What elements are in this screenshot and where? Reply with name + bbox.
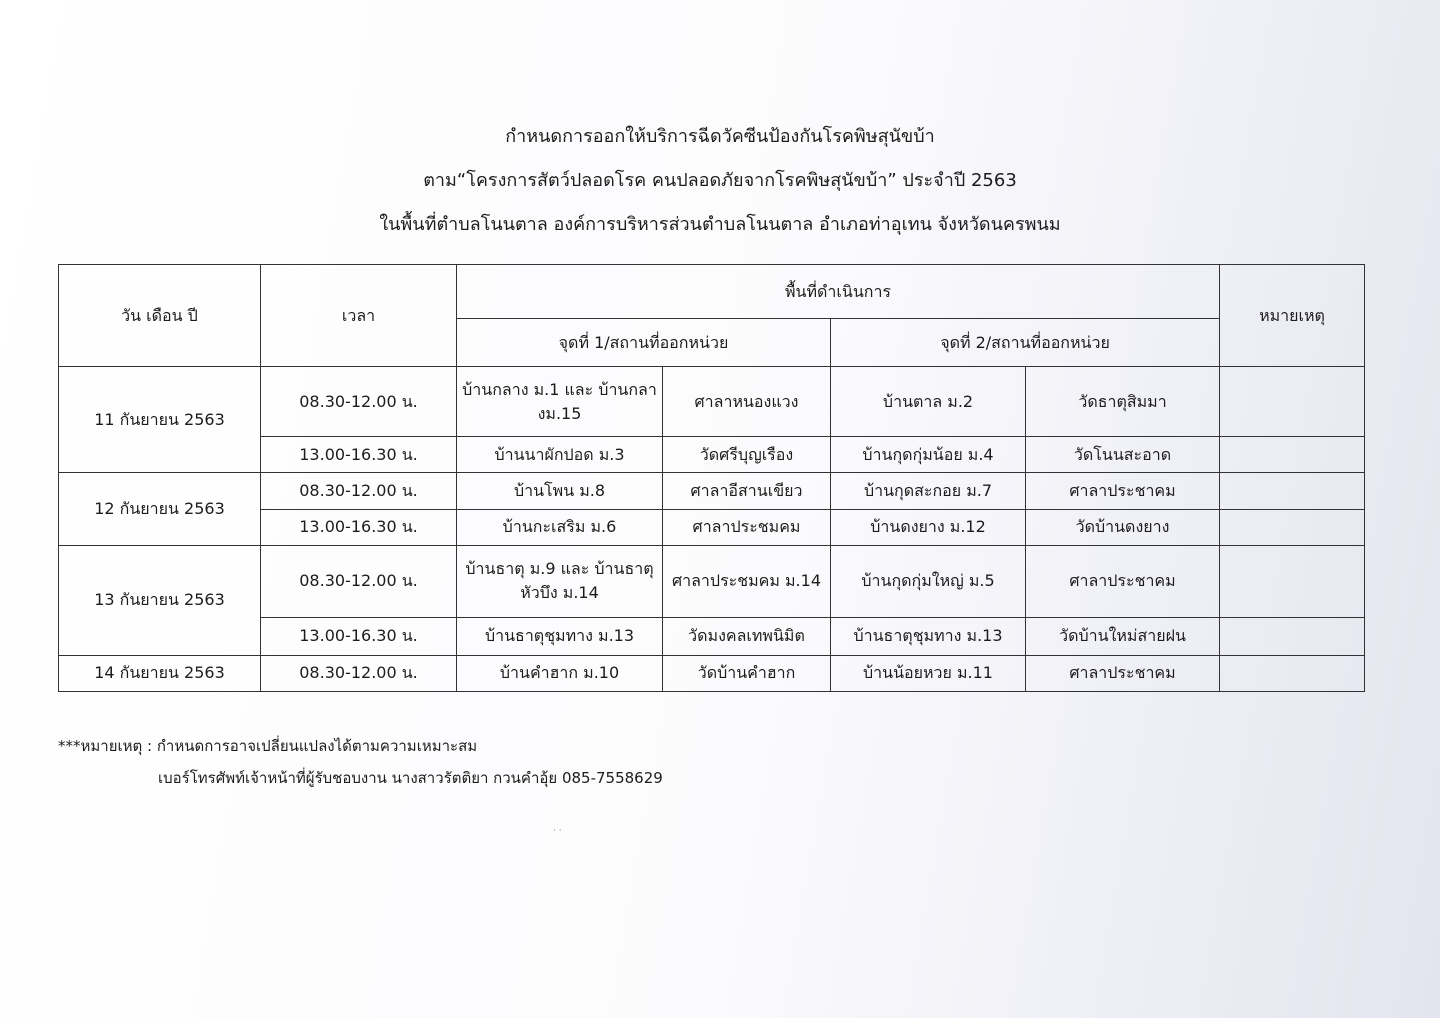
village2-cell: บ้านกุดสะกอย ม.7: [831, 473, 1026, 509]
village2-cell: บ้านธาตุชุมทาง ม.13: [831, 617, 1026, 655]
header-point2: จุดที่ 2/สถานที่ออกหน่วย: [831, 319, 1220, 367]
time-cell: 08.30-12.00 น.: [261, 367, 457, 437]
date-cell: 11 กันยายน 2563: [59, 367, 261, 473]
schedule-table: [58, 264, 1365, 692]
table-row: [59, 545, 1365, 617]
village1-cell: บ้านกะเสริม ม.6: [457, 509, 663, 545]
village2-cell: บ้านตาล ม.2: [831, 367, 1026, 437]
place1-cell: ศาลาประชมคม: [663, 509, 831, 545]
table-row: [59, 473, 1365, 509]
header-remark: หมายเหตุ: [1220, 265, 1365, 367]
remark-cell: [1220, 473, 1365, 509]
time-cell: 13.00-16.30 น.: [261, 509, 457, 545]
document-title: [0, 126, 1440, 258]
title-line-2: ตาม“โครงการสัตว์ปลอดโรค คนปลอดภัยจากโรคพิษสุนัขบ้า” ประจำปี 2563: [423, 170, 1017, 191]
village1-cell: บ้านกลาง ม.1 และ บ้านกลางม.15: [457, 367, 663, 437]
time-cell: 13.00-16.30 น.: [261, 437, 457, 473]
header-time: เวลา: [261, 265, 457, 367]
title-line-3: ในพื้นที่ตำบลโนนตาล องค์การบริหารส่วนตำบลโนนตาล อำเภอท่าอุเทน จังหวัดนครพนม: [379, 214, 1061, 235]
place1-cell: วัดบ้านคำฮาก: [663, 655, 831, 691]
date-cell: 13 กันยายน 2563: [59, 545, 261, 655]
village1-cell: บ้านธาตุ ม.9 และ บ้านธาตุหัวบึง ม.14: [457, 545, 663, 617]
table-row: [59, 655, 1365, 691]
village2-cell: บ้านดงยาง ม.12: [831, 509, 1026, 545]
place2-cell: วัดบ้านใหม่สายฝน: [1026, 617, 1220, 655]
remark-cell: [1220, 367, 1365, 437]
place1-cell: วัดมงคลเทพนิมิต: [663, 617, 831, 655]
village1-cell: บ้านคำฮาก ม.10: [457, 655, 663, 691]
village1-cell: บ้านนาผักปอด ม.3: [457, 437, 663, 473]
time-cell: 08.30-12.00 น.: [261, 655, 457, 691]
header-point1: จุดที่ 1/สถานที่ออกหน่วย: [457, 319, 831, 367]
table-row: [59, 367, 1365, 437]
time-cell: 13.00-16.30 น.: [261, 617, 457, 655]
place2-cell: ศาลาประชาคม: [1026, 545, 1220, 617]
header-row: [59, 265, 1365, 319]
time-cell: 08.30-12.00 น.: [261, 473, 457, 509]
place1-cell: วัดศรีบุญเรือง: [663, 437, 831, 473]
header-date: วัน เดือน ปี: [59, 265, 261, 367]
date-cell: 12 กันยายน 2563: [59, 473, 261, 545]
place2-cell: วัดบ้านดงยาง: [1026, 509, 1220, 545]
place1-cell: ศาลาหนองแวง: [663, 367, 831, 437]
place2-cell: วัดโนนสะอาด: [1026, 437, 1220, 473]
village2-cell: บ้านน้อยหวย ม.11: [831, 655, 1026, 691]
remark-note: ***หมายเหตุ : กำหนดการอาจเปลี่ยนแปลงได้ตามความเหมาะสม: [58, 737, 478, 755]
place1-cell: ศาลาอีสานเขียว: [663, 473, 831, 509]
remark-cell: [1220, 655, 1365, 691]
remark-cell: [1220, 437, 1365, 473]
place1-cell: ศาลาประชมคม ม.14: [663, 545, 831, 617]
header-area: พื้นที่ดำเนินการ: [457, 265, 1220, 319]
title-line-1: กำหนดการออกให้บริการฉีดวัคซีนป้องกันโรคพิษสุนัขบ้า: [505, 126, 935, 147]
village1-cell: บ้านธาตุชุมทาง ม.13: [457, 617, 663, 655]
village2-cell: บ้านกุดกุ่มน้อย ม.4: [831, 437, 1026, 473]
remark-cell: [1220, 545, 1365, 617]
place2-cell: ศาลาประชาคม: [1026, 655, 1220, 691]
place2-cell: วัดธาตุสิมมา: [1026, 367, 1220, 437]
date-cell: 14 กันยายน 2563: [59, 655, 261, 691]
place2-cell: ศาลาประชาคม: [1026, 473, 1220, 509]
time-cell: 08.30-12.00 น.: [261, 545, 457, 617]
village2-cell: บ้านกุดกุ่มใหญ่ ม.5: [831, 545, 1026, 617]
remark-cell: [1220, 617, 1365, 655]
scan-speck: · ·: [553, 826, 562, 836]
remark-cell: [1220, 509, 1365, 545]
village1-cell: บ้านโพน ม.8: [457, 473, 663, 509]
contact-note: เบอร์โทรศัพท์เจ้าหน้าที่ผู้รับชอบงาน นางสาวรัตติยา กวนคำอุ้ย 085-7558629: [158, 769, 663, 787]
